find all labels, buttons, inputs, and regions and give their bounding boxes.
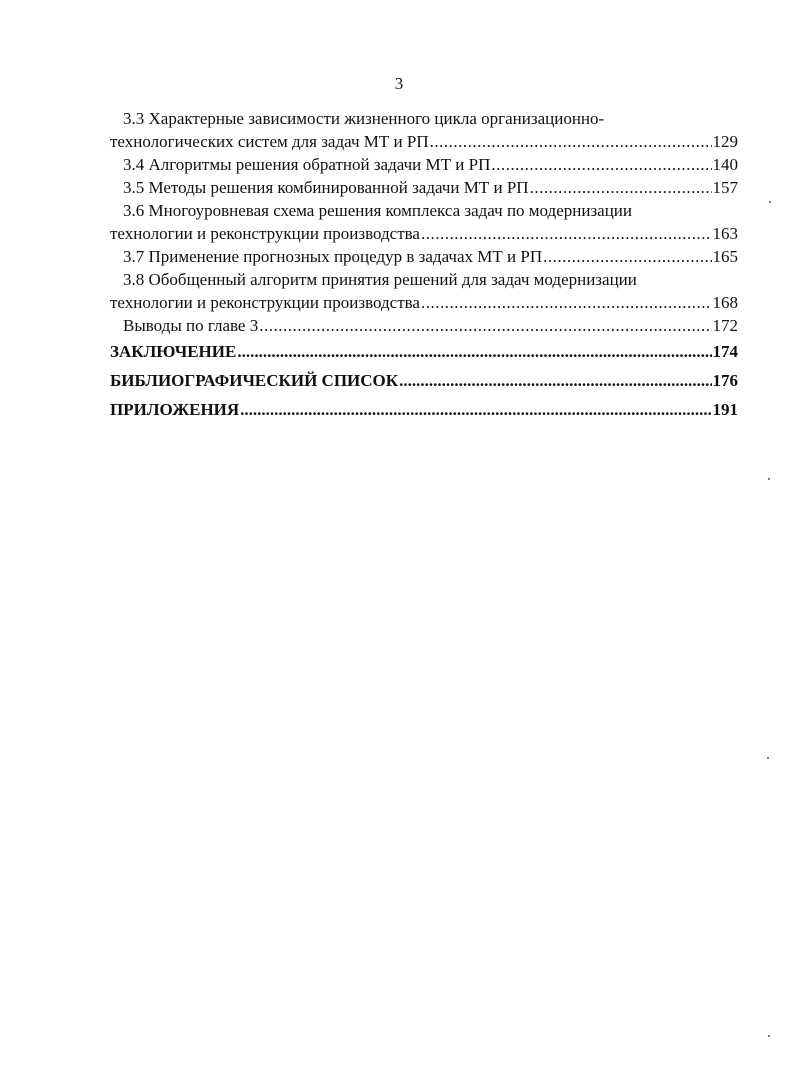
toc-leader-dots [491, 153, 711, 176]
toc-entry-page: 168 [712, 293, 738, 312]
toc-entry-page: 172 [712, 316, 738, 335]
toc-entry-appendices [110, 395, 738, 424]
toc-entry-label: 3.8 Обобщенный алгоритм принятия решений для задач модернизации [123, 270, 637, 289]
toc-entry-conclusions-ch3 [110, 314, 738, 337]
toc-entry-3-4 [110, 153, 738, 176]
scan-speck [767, 757, 769, 759]
scan-speck [768, 478, 770, 480]
toc-leader-dots [543, 245, 711, 268]
scan-speck [769, 201, 771, 203]
toc-entry-label: 3.7 Применение прогнозных процедур в задачах МТ и РП [123, 247, 543, 266]
toc-entry-page: 165 [712, 247, 738, 266]
toc-entry-label: 3.4 Алгоритмы решения обратной задачи МТ и РП [123, 155, 491, 174]
toc-entry-label: 3.5 Методы решения комбинированной задачи МТ и РП [123, 178, 529, 197]
toc-leader-dots [530, 176, 712, 199]
toc-entry-3-6-line-2 [110, 222, 738, 245]
toc-entry-page: 176 [712, 371, 738, 390]
toc-leader-dots [421, 291, 712, 314]
toc-leader-dots [399, 366, 711, 395]
toc-entry-page: 174 [712, 342, 738, 361]
toc-leader-dots [430, 130, 712, 153]
toc-leader-dots [237, 337, 711, 366]
toc-leader-dots [421, 222, 712, 245]
toc-entry-3-3-line-2 [110, 130, 738, 153]
toc-entry-page: 140 [712, 155, 738, 174]
toc-entry-3-5 [110, 176, 738, 199]
toc-leader-dots [259, 314, 711, 337]
page-number: 3 [394, 74, 404, 93]
toc-entry-page: 157 [712, 178, 738, 197]
toc-entry-label: ЗАКЛЮЧЕНИЕ [110, 342, 237, 361]
scan-speck [768, 1035, 770, 1037]
toc-entry-label: БИБЛИОГРАФИЧЕСКИЙ СПИСОК [110, 371, 399, 390]
table-of-contents [110, 107, 738, 424]
toc-entry-3-8-line-2 [110, 291, 738, 314]
toc-entry-conclusion [110, 337, 738, 366]
toc-entry-page: 129 [712, 132, 738, 151]
toc-entry-3-6-line-1 [110, 199, 738, 222]
toc-entry-page: 163 [712, 224, 738, 243]
toc-entry-label: технологии и реконструкции производства [110, 293, 420, 312]
toc-entry-label: 3.3 Характерные зависимости жизненного цикла организационно- [123, 109, 605, 128]
toc-entry-label: Выводы по главе 3 [123, 316, 259, 335]
toc-entry-label: технологии и реконструкции производства [110, 224, 420, 243]
toc-entry-3-7 [110, 245, 738, 268]
toc-leader-dots [240, 395, 711, 424]
toc-entry-3-8-line-1 [110, 268, 738, 291]
toc-entry-label: ПРИЛОЖЕНИЯ [110, 400, 240, 419]
toc-entry-page: 191 [712, 400, 738, 419]
toc-entry-label: технологических систем для задач МТ и РП [110, 132, 429, 151]
toc-entry-bibliography [110, 366, 738, 395]
toc-entry-label: 3.6 Многоуровневая схема решения комплекса задач по модернизации [123, 201, 633, 220]
toc-entry-3-3-line-1 [110, 107, 738, 130]
